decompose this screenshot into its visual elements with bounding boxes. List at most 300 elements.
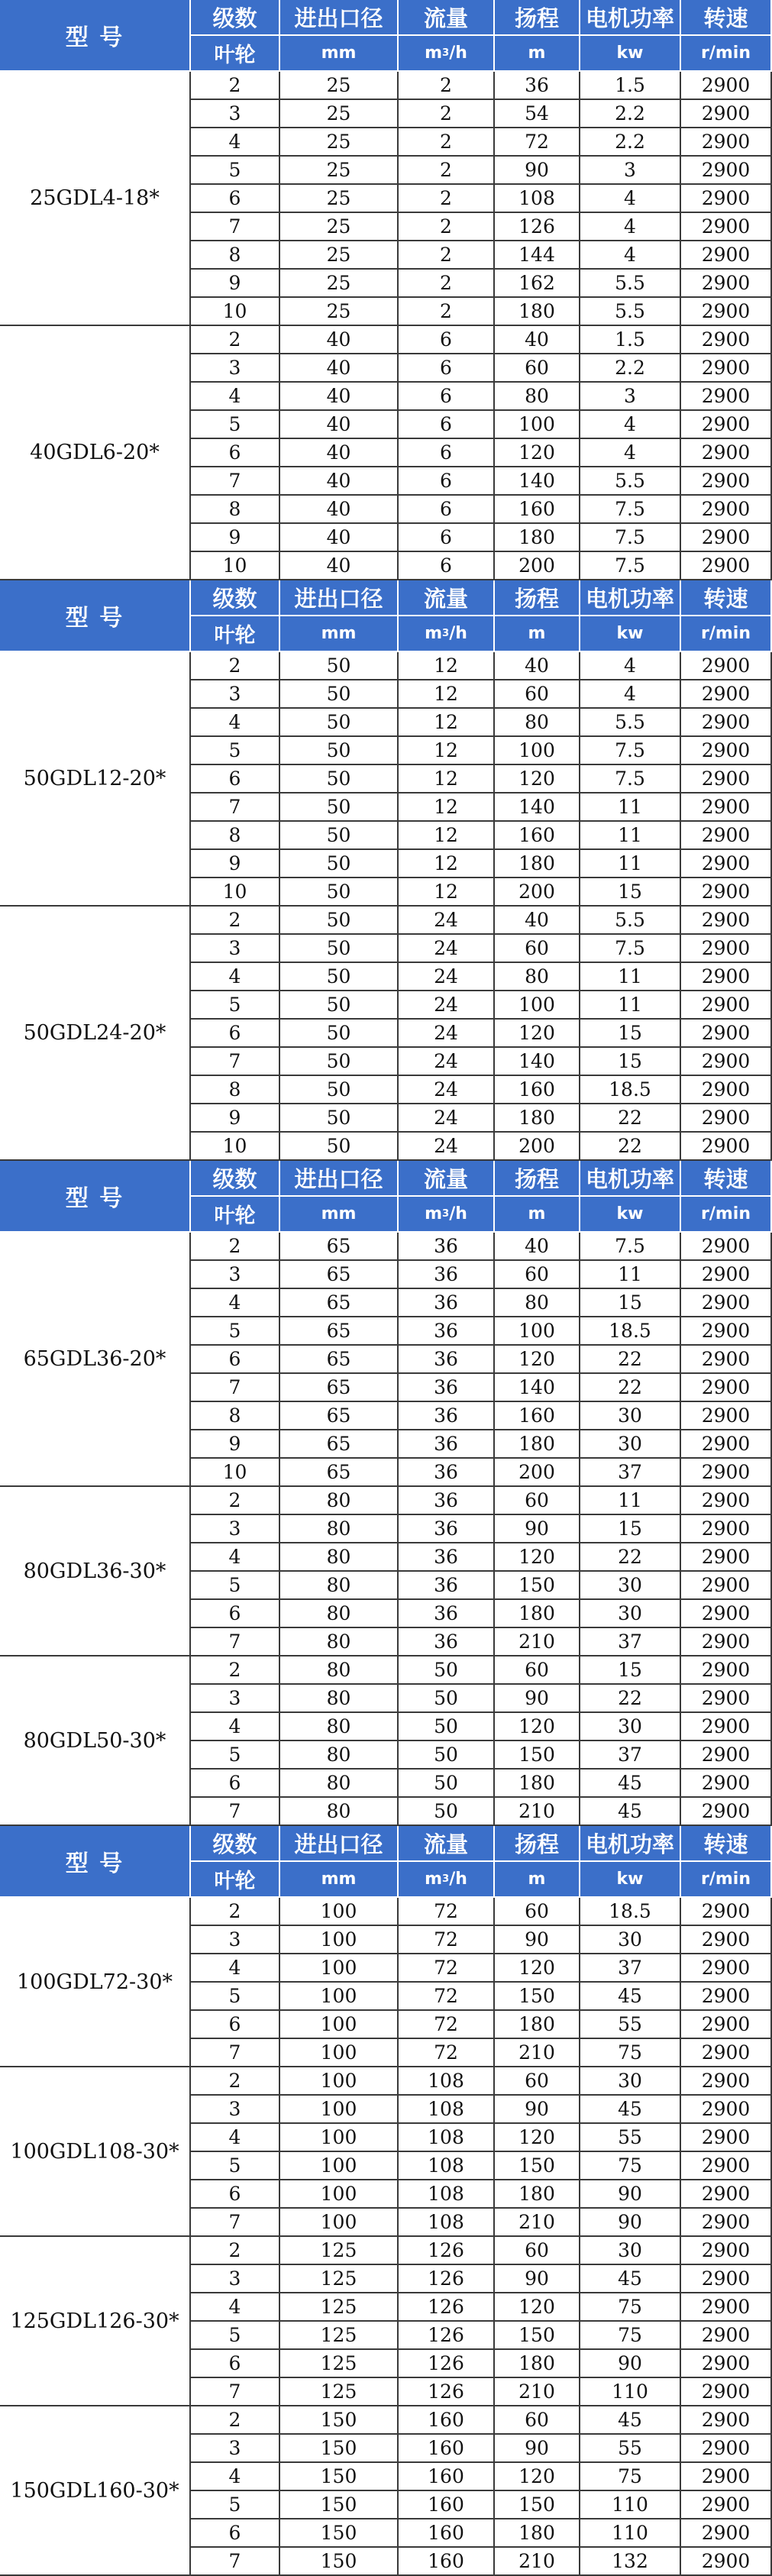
- cell-head: 120: [495, 1346, 580, 1374]
- cell-stage: 10: [191, 878, 280, 907]
- cell-head: 200: [495, 552, 580, 580]
- cell-flow: 36: [399, 1289, 495, 1317]
- cell-stage: 7: [191, 2209, 280, 2237]
- cell-speed: 2900: [681, 878, 772, 907]
- cell-stage: 6: [191, 1770, 280, 1798]
- cell-stage: 5: [191, 2322, 280, 2350]
- cell-port: 100: [280, 1983, 399, 2011]
- model-name: 150GDL160-30*: [0, 2406, 191, 2576]
- cell-stage: 4: [191, 963, 280, 991]
- cell-power: 75: [580, 2152, 681, 2180]
- cell-head: 150: [495, 2322, 580, 2350]
- cell-head: 210: [495, 2378, 580, 2406]
- cell-power: 18.5: [580, 1317, 681, 1346]
- cell-power: 90: [580, 2180, 681, 2209]
- cell-power: 2.2: [580, 100, 681, 128]
- cell-speed: 2900: [681, 354, 772, 383]
- cell-stage: 5: [191, 737, 280, 765]
- cell-head: 60: [495, 680, 580, 709]
- header-stage-unit: 叶轮: [191, 616, 280, 652]
- cell-head: 120: [495, 1020, 580, 1048]
- cell-power: 5.5: [580, 907, 681, 935]
- header-stage: 级数: [191, 580, 280, 616]
- cell-head: 180: [495, 2350, 580, 2378]
- cell-power: 30: [580, 1713, 681, 1741]
- cell-flow: 108: [399, 2067, 495, 2096]
- cell-stage: 5: [191, 991, 280, 1020]
- cell-flow: 2: [399, 270, 495, 298]
- cell-flow: 36: [399, 1600, 495, 1628]
- cell-flow: 36: [399, 1317, 495, 1346]
- cell-speed: 2900: [681, 850, 772, 878]
- cell-stage: 7: [191, 793, 280, 822]
- cell-port: 50: [280, 1133, 399, 1161]
- cell-port: 100: [280, 1954, 399, 1983]
- model-name: 40GDL6-20*: [0, 326, 191, 580]
- cell-stage: 8: [191, 822, 280, 850]
- model-name: 25GDL4-18*: [0, 72, 191, 326]
- cell-stage: 6: [191, 2180, 280, 2209]
- cell-head: 210: [495, 1628, 580, 1656]
- cell-port: 25: [280, 185, 399, 213]
- cell-stage: 7: [191, 1374, 280, 1402]
- cell-flow: 160: [399, 2491, 495, 2519]
- cell-flow: 12: [399, 709, 495, 737]
- cell-flow: 2: [399, 128, 495, 157]
- cell-flow: 24: [399, 1104, 495, 1133]
- cell-stage: 2: [191, 1233, 280, 1261]
- cell-head: 120: [495, 1713, 580, 1741]
- header-speed-unit: r/min: [681, 36, 772, 72]
- header-speed: 转速: [681, 1161, 772, 1197]
- header-speed: 转速: [681, 0, 772, 36]
- cell-flow: 36: [399, 1261, 495, 1289]
- cell-power: 5.5: [580, 709, 681, 737]
- header-flow: 流量: [399, 580, 495, 616]
- cell-flow: 126: [399, 2378, 495, 2406]
- cell-flow: 2: [399, 157, 495, 185]
- cell-stage: 8: [191, 496, 280, 524]
- cell-stage: 3: [191, 2435, 280, 2463]
- cell-power: 30: [580, 1572, 681, 1600]
- cell-speed: 2900: [681, 2322, 772, 2350]
- cell-stage: 2: [191, 2406, 280, 2435]
- cell-speed: 2900: [681, 157, 772, 185]
- cell-head: 180: [495, 850, 580, 878]
- cell-speed: 2900: [681, 1133, 772, 1161]
- cell-head: 140: [495, 467, 580, 496]
- cell-flow: 108: [399, 2152, 495, 2180]
- cell-head: 90: [495, 2435, 580, 2463]
- cell-stage: 6: [191, 439, 280, 467]
- cell-port: 65: [280, 1402, 399, 1430]
- cell-speed: 2900: [681, 1628, 772, 1656]
- cell-flow: 24: [399, 907, 495, 935]
- cell-flow: 12: [399, 878, 495, 907]
- cell-stage: 6: [191, 1020, 280, 1048]
- cell-flow: 2: [399, 241, 495, 270]
- cell-stage: 7: [191, 2378, 280, 2406]
- cell-flow: 12: [399, 793, 495, 822]
- cell-port: 40: [280, 467, 399, 496]
- cell-head: 60: [495, 1656, 580, 1685]
- cell-speed: 2900: [681, 907, 772, 935]
- cell-speed: 2900: [681, 737, 772, 765]
- cell-port: 50: [280, 991, 399, 1020]
- cell-head: 150: [495, 1741, 580, 1770]
- cell-speed: 2900: [681, 1233, 772, 1261]
- header-port-unit: mm: [280, 616, 399, 652]
- cell-head: 120: [495, 2293, 580, 2322]
- header-flow-unit: m 3 /h: [399, 1197, 495, 1233]
- cell-flow: 12: [399, 822, 495, 850]
- cell-port: 25: [280, 157, 399, 185]
- cell-head: 180: [495, 1770, 580, 1798]
- cell-stage: 7: [191, 467, 280, 496]
- cell-port: 25: [280, 241, 399, 270]
- cell-port: 125: [280, 2265, 399, 2293]
- cell-flow: 126: [399, 2237, 495, 2265]
- cell-flow: 108: [399, 2096, 495, 2124]
- cell-flow: 126: [399, 2350, 495, 2378]
- cell-head: 40: [495, 1233, 580, 1261]
- cell-head: 200: [495, 878, 580, 907]
- cell-flow: 72: [399, 1926, 495, 1954]
- cell-port: 40: [280, 552, 399, 580]
- cell-speed: 2900: [681, 2519, 772, 2548]
- cell-power: 5.5: [580, 298, 681, 326]
- header-head: 扬程: [495, 1161, 580, 1197]
- header-port: 进出口径: [280, 1161, 399, 1197]
- cell-power: 5.5: [580, 467, 681, 496]
- cell-flow: 6: [399, 354, 495, 383]
- cell-port: 25: [280, 72, 399, 100]
- cell-port: 125: [280, 2322, 399, 2350]
- cell-port: 40: [280, 411, 399, 439]
- header-stage: 级数: [191, 1826, 280, 1862]
- cell-head: 60: [495, 1898, 580, 1926]
- header-flow-unit: m 3 /h: [399, 616, 495, 652]
- cell-head: 90: [495, 1515, 580, 1543]
- cell-power: 30: [580, 2067, 681, 2096]
- header-model-cell: 型 号: [0, 1826, 191, 1898]
- cell-speed: 2900: [681, 1543, 772, 1572]
- cell-power: 45: [580, 2265, 681, 2293]
- cell-flow: 50: [399, 1685, 495, 1713]
- cell-speed: 2900: [681, 2548, 772, 2576]
- cell-port: 25: [280, 213, 399, 241]
- cell-power: 30: [580, 1430, 681, 1459]
- cell-head: 180: [495, 1104, 580, 1133]
- cell-speed: 2900: [681, 1020, 772, 1048]
- cell-speed: 2900: [681, 1374, 772, 1402]
- cell-power: 4: [580, 680, 681, 709]
- header-port: 进出口径: [280, 580, 399, 616]
- cell-power: 15: [580, 878, 681, 907]
- cell-power: 3: [580, 383, 681, 411]
- cell-flow: 24: [399, 1048, 495, 1076]
- cell-head: 90: [495, 1685, 580, 1713]
- cell-power: 22: [580, 1104, 681, 1133]
- cell-flow: 12: [399, 850, 495, 878]
- cell-speed: 2900: [681, 326, 772, 354]
- cell-head: 150: [495, 1983, 580, 2011]
- model-name: 80GDL50-30*: [0, 1656, 191, 1826]
- cell-head: 144: [495, 241, 580, 270]
- cell-port: 40: [280, 326, 399, 354]
- header-speed-unit: r/min: [681, 1197, 772, 1233]
- cell-power: 110: [580, 2519, 681, 2548]
- cell-stage: 6: [191, 1600, 280, 1628]
- cell-speed: 2900: [681, 991, 772, 1020]
- cell-flow: 12: [399, 652, 495, 680]
- cell-speed: 2900: [681, 2435, 772, 2463]
- cell-power: 7.5: [580, 935, 681, 963]
- cell-flow: 6: [399, 467, 495, 496]
- header-power-unit: kw: [580, 616, 681, 652]
- cell-power: 7.5: [580, 765, 681, 793]
- cell-power: 75: [580, 2463, 681, 2491]
- header-head-unit: m: [495, 1862, 580, 1898]
- cell-power: 90: [580, 2209, 681, 2237]
- model-name: 100GDL72-30*: [0, 1898, 191, 2067]
- cell-stage: 7: [191, 2548, 280, 2576]
- cell-speed: 2900: [681, 2180, 772, 2209]
- cell-head: 72: [495, 128, 580, 157]
- cell-head: 200: [495, 1459, 580, 1487]
- cell-power: 7.5: [580, 524, 681, 552]
- cell-power: 37: [580, 1628, 681, 1656]
- cell-flow: 108: [399, 2209, 495, 2237]
- cell-power: 55: [580, 2124, 681, 2152]
- cell-power: 30: [580, 1926, 681, 1954]
- cell-power: 75: [580, 2322, 681, 2350]
- cell-head: 90: [495, 2096, 580, 2124]
- cell-head: 100: [495, 411, 580, 439]
- cell-head: 108: [495, 185, 580, 213]
- cell-power: 110: [580, 2378, 681, 2406]
- cell-stage: 3: [191, 1515, 280, 1543]
- cell-speed: 2900: [681, 2039, 772, 2067]
- header-power-unit: kw: [580, 1197, 681, 1233]
- cell-speed: 2900: [681, 2406, 772, 2435]
- cell-power: 15: [580, 1048, 681, 1076]
- cell-port: 50: [280, 709, 399, 737]
- header-stage-unit: 叶轮: [191, 1862, 280, 1898]
- cell-stage: 2: [191, 326, 280, 354]
- cell-port: 50: [280, 793, 399, 822]
- cell-speed: 2900: [681, 1954, 772, 1983]
- cell-head: 90: [495, 157, 580, 185]
- cell-speed: 2900: [681, 2152, 772, 2180]
- cell-speed: 2900: [681, 552, 772, 580]
- header-power: 电机功率: [580, 1826, 681, 1862]
- cell-speed: 2900: [681, 709, 772, 737]
- cell-flow: 12: [399, 765, 495, 793]
- cell-power: 11: [580, 1261, 681, 1289]
- cell-stage: 7: [191, 1628, 280, 1656]
- cell-port: 80: [280, 1515, 399, 1543]
- cell-speed: 2900: [681, 963, 772, 991]
- cell-flow: 2: [399, 185, 495, 213]
- cell-head: 36: [495, 72, 580, 100]
- cell-power: 4: [580, 185, 681, 213]
- cell-stage: 3: [191, 680, 280, 709]
- cell-speed: 2900: [681, 1741, 772, 1770]
- cell-port: 50: [280, 1048, 399, 1076]
- cell-power: 2.2: [580, 354, 681, 383]
- cell-speed: 2900: [681, 1430, 772, 1459]
- cell-flow: 6: [399, 552, 495, 580]
- cell-stage: 10: [191, 1133, 280, 1161]
- cell-port: 65: [280, 1233, 399, 1261]
- cell-head: 40: [495, 652, 580, 680]
- cell-port: 25: [280, 298, 399, 326]
- cell-power: 11: [580, 963, 681, 991]
- cell-head: 100: [495, 1317, 580, 1346]
- cell-port: 100: [280, 2180, 399, 2209]
- cell-head: 100: [495, 737, 580, 765]
- cell-flow: 24: [399, 1133, 495, 1161]
- cell-port: 25: [280, 270, 399, 298]
- cell-power: 5.5: [580, 270, 681, 298]
- cell-head: 180: [495, 298, 580, 326]
- header-port-unit: mm: [280, 1197, 399, 1233]
- cell-head: 180: [495, 2011, 580, 2039]
- cell-flow: 36: [399, 1543, 495, 1572]
- header-head: 扬程: [495, 580, 580, 616]
- cell-port: 80: [280, 1628, 399, 1656]
- header-flow-unit: m 3 /h: [399, 36, 495, 72]
- cell-flow: 72: [399, 1898, 495, 1926]
- cell-head: 100: [495, 991, 580, 1020]
- cell-port: 100: [280, 2039, 399, 2067]
- cell-power: 30: [580, 1402, 681, 1430]
- cell-flow: 160: [399, 2548, 495, 2576]
- cell-stage: 7: [191, 2039, 280, 2067]
- cell-power: 37: [580, 1954, 681, 1983]
- cell-power: 37: [580, 1459, 681, 1487]
- cell-power: 11: [580, 793, 681, 822]
- cell-head: 140: [495, 793, 580, 822]
- cell-flow: 6: [399, 326, 495, 354]
- cell-power: 45: [580, 2096, 681, 2124]
- header-speed-unit: r/min: [681, 616, 772, 652]
- cell-port: 40: [280, 354, 399, 383]
- cell-stage: 9: [191, 270, 280, 298]
- cell-head: 120: [495, 439, 580, 467]
- cell-port: 25: [280, 100, 399, 128]
- cell-flow: 6: [399, 411, 495, 439]
- cell-speed: 2900: [681, 1076, 772, 1104]
- cell-port: 80: [280, 1572, 399, 1600]
- cell-head: 210: [495, 2039, 580, 2067]
- cell-stage: 4: [191, 1289, 280, 1317]
- cell-power: 3: [580, 157, 681, 185]
- cell-stage: 8: [191, 1076, 280, 1104]
- cell-flow: 108: [399, 2180, 495, 2209]
- cell-power: 18.5: [580, 1076, 681, 1104]
- cell-flow: 24: [399, 963, 495, 991]
- cell-speed: 2900: [681, 411, 772, 439]
- cell-port: 125: [280, 2378, 399, 2406]
- cell-power: 4: [580, 213, 681, 241]
- cell-power: 15: [580, 1289, 681, 1317]
- cell-flow: 72: [399, 1954, 495, 1983]
- cell-speed: 2900: [681, 467, 772, 496]
- cell-head: 40: [495, 326, 580, 354]
- cell-port: 80: [280, 1713, 399, 1741]
- cell-flow: 2: [399, 298, 495, 326]
- header-stage-unit: 叶轮: [191, 36, 280, 72]
- cell-port: 50: [280, 680, 399, 709]
- cell-flow: 6: [399, 383, 495, 411]
- cell-stage: 3: [191, 2096, 280, 2124]
- cell-speed: 2900: [681, 2011, 772, 2039]
- cell-port: 100: [280, 2124, 399, 2152]
- cell-port: 65: [280, 1374, 399, 1402]
- cell-port: 80: [280, 1600, 399, 1628]
- cell-head: 120: [495, 1543, 580, 1572]
- cell-port: 80: [280, 1685, 399, 1713]
- cell-flow: 6: [399, 524, 495, 552]
- cell-port: 100: [280, 2152, 399, 2180]
- cell-port: 40: [280, 496, 399, 524]
- header-flow: 流量: [399, 0, 495, 36]
- cell-port: 50: [280, 907, 399, 935]
- cell-speed: 2900: [681, 270, 772, 298]
- cell-power: 22: [580, 1133, 681, 1161]
- header-head: 扬程: [495, 1826, 580, 1862]
- cell-speed: 2900: [681, 213, 772, 241]
- cell-port: 150: [280, 2519, 399, 2548]
- header-head-unit: m: [495, 36, 580, 72]
- cell-stage: 2: [191, 907, 280, 935]
- model-name: 65GDL36-20*: [0, 1233, 191, 1487]
- cell-speed: 2900: [681, 128, 772, 157]
- cell-power: 90: [580, 2350, 681, 2378]
- cell-power: 7.5: [580, 552, 681, 580]
- cell-speed: 2900: [681, 2237, 772, 2265]
- cell-speed: 2900: [681, 1898, 772, 1926]
- cell-stage: 3: [191, 1926, 280, 1954]
- cell-speed: 2900: [681, 496, 772, 524]
- cell-power: 75: [580, 2039, 681, 2067]
- cell-stage: 5: [191, 1741, 280, 1770]
- cell-port: 50: [280, 1076, 399, 1104]
- cell-port: 100: [280, 2067, 399, 2096]
- header-flow-unit: m 3 /h: [399, 1862, 495, 1898]
- cell-port: 50: [280, 765, 399, 793]
- cell-speed: 2900: [681, 1685, 772, 1713]
- cell-head: 80: [495, 963, 580, 991]
- cell-power: 45: [580, 1983, 681, 2011]
- cell-head: 120: [495, 765, 580, 793]
- cell-head: 180: [495, 2180, 580, 2209]
- cell-power: 4: [580, 652, 681, 680]
- cell-port: 100: [280, 2209, 399, 2237]
- cell-port: 25: [280, 128, 399, 157]
- cell-power: 30: [580, 2237, 681, 2265]
- cell-speed: 2900: [681, 1048, 772, 1076]
- cell-speed: 2900: [681, 680, 772, 709]
- cell-head: 126: [495, 213, 580, 241]
- cell-head: 180: [495, 1600, 580, 1628]
- cell-power: 11: [580, 1487, 681, 1515]
- cell-head: 120: [495, 1954, 580, 1983]
- cell-flow: 36: [399, 1346, 495, 1374]
- cell-stage: 2: [191, 652, 280, 680]
